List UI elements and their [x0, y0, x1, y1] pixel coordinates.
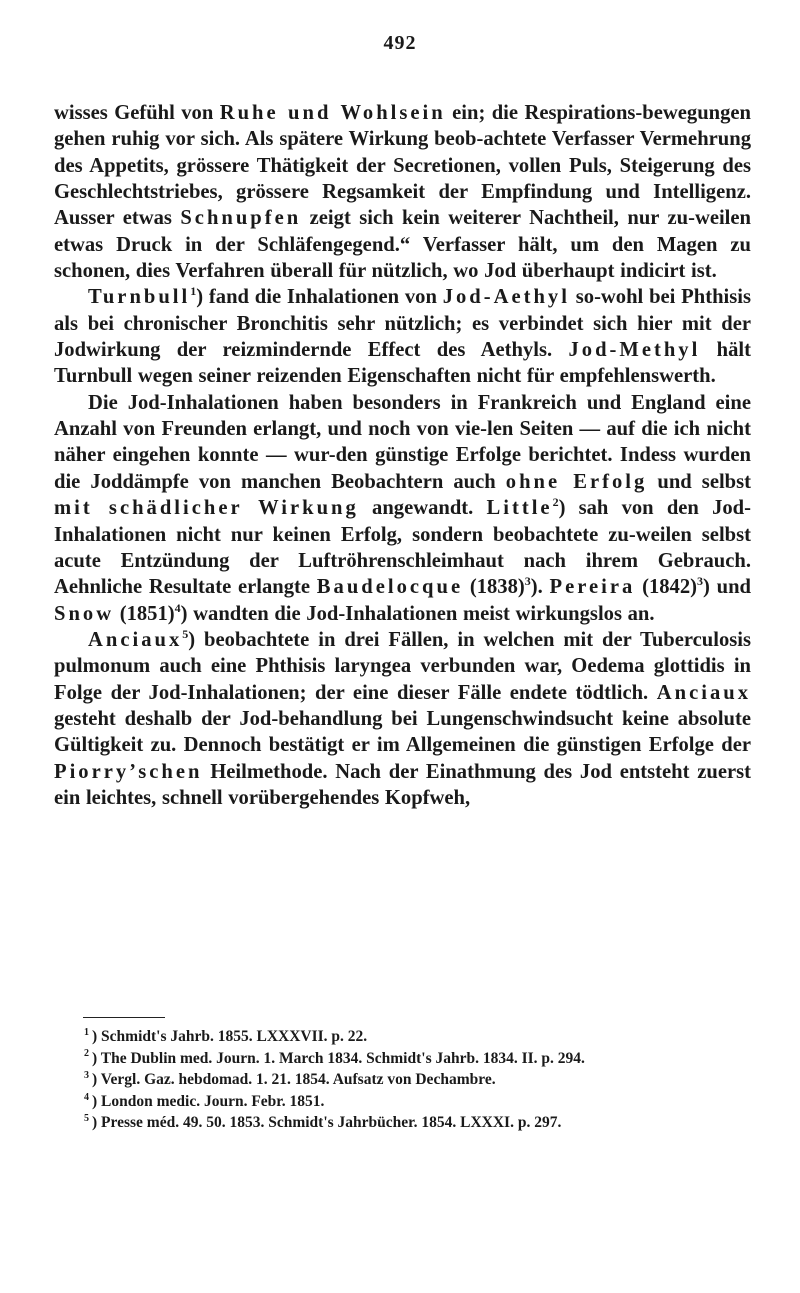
footnotes: [84, 1026, 754, 1134]
footnote-text: ) Presse méd. 49. 50. 1853. Schmidt's Jahrbücher. 1854. LXXXI. p. 297.: [92, 1114, 562, 1132]
spaced-name: Anciaux: [88, 628, 183, 651]
footnote-ref: 3: [524, 574, 531, 589]
spaced-name: Anciaux: [656, 681, 751, 704]
text-run: ) und: [703, 576, 751, 599]
footnote: [84, 1026, 754, 1048]
spaced-name: Jod-Aethyl: [442, 286, 570, 309]
footnote-text: ) Schmidt's Jahrb. 1855. LXXXVII. p. 22.: [92, 1028, 368, 1045]
spaced-name: Pereira: [549, 576, 636, 599]
footnote-ref: 1: [190, 284, 197, 299]
spaced-name: Ruhe und Wohlsein: [219, 102, 446, 124]
body-text: [54, 100, 751, 811]
footnote-ref: 3: [697, 574, 704, 589]
footnote: [84, 1069, 754, 1091]
text-run: wisses Gefühl von: [54, 102, 220, 124]
footnote-mark: 1: [84, 1026, 89, 1038]
footnote-text: ) The Dublin med. Journ. 1. March 1834. Schmidt's Jahrb. 1834. II. p. 294.: [92, 1049, 585, 1067]
spaced-name: mit schädlicher Wirkung: [54, 497, 359, 520]
footnote-ref: 5: [182, 627, 189, 642]
text-run: (1842): [635, 576, 698, 599]
footnote-ref: 4: [174, 600, 181, 615]
paragraph: [54, 390, 751, 627]
text-run: gesteht deshalb der Jod-behandlung bei Lungenschwindsucht keine absolute Gültigkeit zu. Dennoch bestätigt er im Allgemeinen die günstigen Erfolge der: [54, 707, 751, 757]
paragraph: [54, 627, 751, 811]
spaced-name: Piorry’schen: [54, 760, 203, 783]
footnote-mark: 4: [84, 1091, 89, 1103]
text-run: ) fand die Inhalationen von: [196, 286, 443, 309]
text-run: (1851): [114, 602, 175, 625]
text-run: ) beobachtete in drei Fällen, in welchen mit der Tuberculosis pulmonum auch eine Phthisis laryngea verbunden war, Oedema glottidis in Folge der Jod-Inhalationen; der eine dieser Fälle endete tödtlich.: [54, 628, 751, 704]
footnote-ref: 2: [552, 495, 559, 510]
footnote-mark: 2: [84, 1048, 89, 1060]
text-run: Heilmethode. Nach der Einathmung des Jod entsteht zuerst ein leichtes, schnell vorübergehendes Kopfweh,: [54, 760, 751, 809]
text-run: (1838): [463, 576, 525, 599]
text-run: hält Turnbull wegen seiner reizenden Eigenschaften nicht für empfehlenswerth.: [54, 339, 751, 388]
spaced-name: Turnbull: [88, 286, 191, 309]
footnote: [84, 1112, 754, 1134]
text-run: Die Jod-Inhalationen haben besonders in Frankreich und England eine Anzahl von Freunden erlangt, und noch von vie-len Seiten — auf die ich nicht näher eingehen konnte — wur-den günstige Erfolge berichtet. Indess wurden die Joddämpfe von manchen Beobachtern auch: [54, 391, 751, 493]
spaced-name: Schnupfen: [180, 207, 302, 230]
spaced-name: Jod-Methyl: [568, 339, 701, 362]
page-number: 492: [383, 32, 417, 54]
paragraph: [54, 284, 751, 389]
footnote-text: ) London medic. Journ. Febr. 1851.: [92, 1092, 325, 1110]
text-run: ).: [530, 576, 550, 599]
footnote: [84, 1091, 754, 1113]
spaced-name: Little: [486, 497, 553, 520]
text-run: ) sah von den Jod-Inhalationen nicht nur keinen Erfolg, sondern beobachtete zu-weilen selbst acute Entzündung der Luftröhrenschleimhaut nach ihrem Gebrauch. Aehnliche Resultate erlangte: [54, 497, 751, 599]
footnote-mark: 3: [84, 1070, 89, 1082]
text-run: angewandt.: [358, 497, 487, 520]
footnote-mark: 5: [84, 1113, 89, 1125]
spaced-name: Snow: [54, 602, 115, 625]
text-run: zeigt sich kein weiterer Nachtheil, nur zu-weilen etwas Druck in der Schläfengegend.“ Verfasser hält, um den Magen zu schonen, dies Verfahren überall für nützlich, wo Jod überhaupt indicirt ist.: [54, 207, 751, 283]
footnote-divider: [83, 1017, 165, 1018]
paragraph: [54, 100, 751, 284]
text-run: ein; die Respirations-bewegungen gehen ruhig vor sich. Als spätere Wirkung beob-achtete Verfasser Vermehrung des Appetits, grössere Thätigkeit der Secretionen, vollen Puls, Steigerung des Geschlechtstriebes, grössere Regsamkeit der Empfindung und Intelligenz. Ausser etwas: [54, 102, 751, 230]
text-run: ) wandten die Jod-Inhalationen meist wirkungslos an.: [180, 602, 655, 625]
text-run: und selbst: [647, 470, 752, 493]
spaced-name: Baudelocque: [316, 576, 464, 599]
spaced-name: ohne Erfolg: [505, 470, 648, 493]
text-run: so-wohl bei Phthisis als bei chronischer Bronchitis sehr nützlich; es verbindet sich hier mit der Jodwirkung der reizmindernde Effect des Aethyls.: [54, 286, 751, 362]
footnote-text: ) Vergl. Gaz. hebdomad. 1. 21. 1854. Aufsatz von Dechambre.: [92, 1071, 496, 1089]
footnote: [84, 1048, 754, 1070]
